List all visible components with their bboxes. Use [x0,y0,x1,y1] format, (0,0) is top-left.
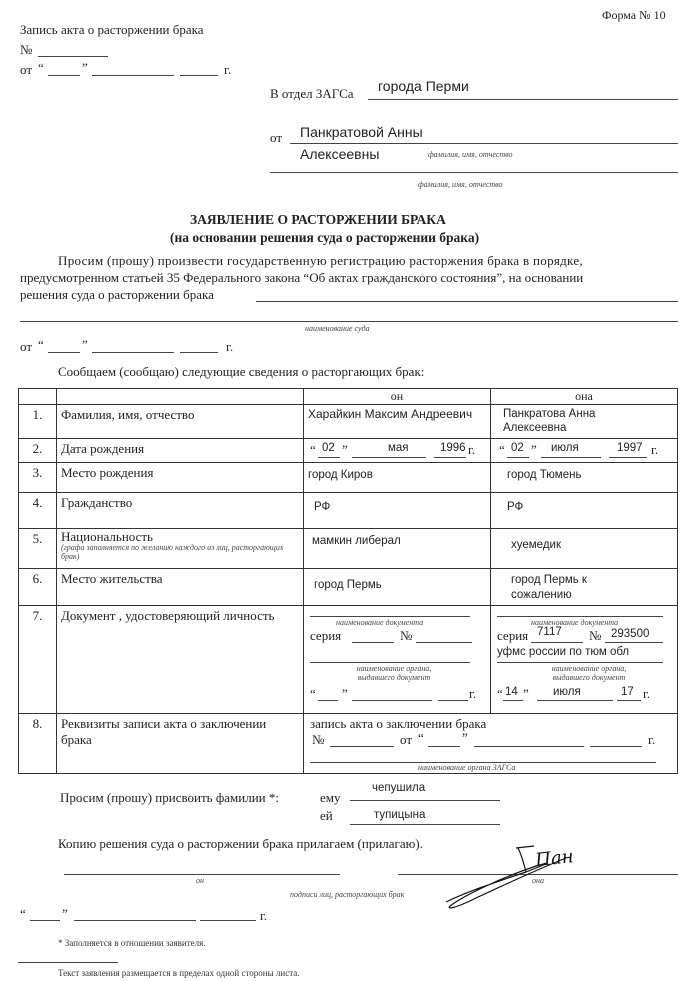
row5-num: 5. [19,529,57,569]
footer-quote-close: ” [62,906,68,921]
she-birth-day: 02 [511,442,524,454]
row5-cell [57,529,304,569]
row5-she: хуемедик [491,529,678,569]
row7-label: Документ , удостоверяющий личность [57,606,304,714]
row4-he: РФ [304,493,491,529]
court-month-line [92,352,174,353]
footnote: * Заполняется в отношении заявителя. [58,938,206,948]
col-she: она [491,389,678,405]
quote-open: “ [38,60,44,75]
to-office-label: В отдел ЗАГСа [270,86,354,101]
sheet-note: Текст заявления размещается в пределах одной стороны листа. [58,968,300,978]
record-number-line [38,56,108,57]
row3-num: 3. [19,463,57,493]
intro-text: Сообщаем (сообщаю) следующие сведения о расторгающих брак: [58,364,425,379]
doc-subtitle: (на основании решения суда о расторжении брака) [170,230,480,245]
col-he: он [304,389,491,405]
row1-she: Панкратова Анна Алексеевна [491,405,678,439]
row6-he: город Пермь [304,569,491,606]
body-line3: решения суда о расторжении брака [20,287,214,302]
he-birth-quote-close: ” [342,442,348,457]
footer-month-line [74,920,196,921]
he-issue-quote-open: “ [310,686,316,701]
marriage-number-label: № [312,732,325,747]
she-number-label: № [589,628,602,643]
row7-num: 7. [19,606,57,714]
row6-she: город Пермь к сожалению [491,569,678,606]
he-issue-year-suffix: г. [469,686,477,701]
surname-him-value: чепушила [372,782,426,794]
record-month-line [92,75,174,76]
court-day-line [48,352,80,353]
sign-he-line [64,874,340,875]
she-issue-quote-close: ” [523,686,529,701]
row5-note: (графа заполняется по желанию каждого из лиц, расторгающих брак) [61,543,284,561]
she-birth-month: июля [551,442,579,454]
marriage-caption: наименование органа ЗАГСа [418,763,516,772]
she-birth-year-suffix: г. [651,442,659,457]
marriage-quote-close: ” [462,730,468,745]
record-number-label: № [20,42,33,57]
he-doc-caption: наименование документа [336,618,424,627]
row3-she: город Тюмень [491,463,678,493]
office-line [368,99,678,100]
court-year-suffix: г. [226,339,234,354]
court-caption: наименование суда [305,324,370,333]
body-line1: Просим (прошу) произвести государственную регистрацию расторжения брака в порядке, [58,253,583,268]
she-issuer: уфмс россии по тюм обл [497,646,630,658]
record-year-line [180,75,218,76]
row6-label: Место жительства [57,569,304,606]
row2-he [304,439,491,463]
body-line2: предусмотренном статьей 35 Федерального закона “Об актах гражданского состояния”, на основании [20,270,584,285]
surname-him-label: ему [320,790,341,805]
row8-value [304,714,678,774]
footer-day-line [30,920,60,921]
row5-he: мамкин либерал [304,529,491,569]
row1-num: 1. [19,405,57,439]
she-issue-quote-open: “ [497,686,503,701]
applicant-caption2: фамилия, имя, отчество [418,180,503,189]
court-line1 [256,301,678,302]
row5-label: Национальность [61,529,153,544]
he-birth-year-suffix: г. [468,442,476,457]
row3-label: Место рождения [57,463,304,493]
she-birth-quote-close: ” [531,442,537,457]
surname-her-line [350,824,500,825]
from-label: от [270,130,283,145]
he-series-label: серия [310,628,342,643]
she-birth-quote-open: “ [499,442,505,457]
form-number: Форма № 10 [602,8,666,22]
footer-year-suffix: г. [260,908,268,923]
court-line2 [20,321,678,322]
office-name: города Перми [378,78,469,94]
she-series-label: серия [497,628,529,643]
signature-mark [436,836,616,912]
he-number-label: № [400,628,413,643]
he-birth-day: 02 [322,442,335,454]
court-year-line [180,352,218,353]
she-issue-year: 17 [621,686,634,698]
marriage-title: запись акта о заключении брака [310,716,487,731]
record-from-label: от [20,62,33,77]
sign-she-caption: она [532,876,544,885]
row1-he: Харайкин Максим Андреевич [304,405,491,439]
she-birth-year: 1997 [617,442,643,454]
row2-she [491,439,678,463]
row2-label: Дата рождения [57,439,304,463]
she-series: 7117 [537,626,562,638]
sign-caption: подписи лиц, расторгающих брак [290,890,405,899]
surname-him-line [350,800,500,801]
applicant-name-line2: Алексеевны [300,146,380,162]
row6-num: 6. [19,569,57,606]
signature-text: Пан [534,846,575,871]
record-year-suffix: г. [224,62,232,77]
record-day-line [48,75,80,76]
applicant-line2 [270,172,678,173]
surname-her-value: тупицына [374,809,426,821]
doc-title: ЗАЯВЛЕНИЕ О РАСТОРЖЕНИИ БРАКА [190,212,446,227]
applicant-name-line1: Панкратовой Анны [300,124,423,140]
he-issuer-caption: наименование органа, выдавшего документ [356,664,432,682]
row7-she [491,606,678,714]
marriage-quote-open: “ [418,730,424,745]
she-issue-day: 14 [505,686,518,698]
footer-quote-open: “ [20,906,26,921]
row2-num: 2. [19,439,57,463]
footer-year-line [200,920,256,921]
applicant-line1 [290,143,678,144]
row4-she: РФ [491,493,678,529]
he-birth-month: мая [388,442,409,454]
row1-label: Фамилия, имя, отчество [57,405,304,439]
footnote-rule [18,962,118,963]
he-issue-quote-close: ” [342,686,348,701]
record-title: Запись акта о расторжении брака [20,22,204,37]
attach-text: Копию решения суда о расторжении брака прилагаем (прилагаю). [58,836,423,851]
she-doc-caption: наименование документа [531,618,619,627]
sign-he-caption: он [196,876,204,885]
she-issue-year-suffix: г. [643,686,651,701]
court-quote-close: ” [82,337,88,352]
row4-label: Гражданство [57,493,304,529]
surnames-label: Просим (прошу) присвоить фамилии *: [60,790,279,805]
row8-label: Реквизиты записи акта о заключении брака [57,714,304,774]
she-issue-month: июля [553,686,581,698]
he-birth-year: 1996 [440,442,466,454]
court-date-from: от [20,339,33,354]
she-issuer-caption: наименование органа, выдавшего документ [551,664,627,682]
quote-close: ” [82,60,88,75]
surname-her-label: ей [320,808,333,823]
he-birth-quote-open: “ [310,442,316,457]
marriage-from-label: от [400,732,413,747]
she-number: 293500 [611,628,650,640]
row8-num: 8. [19,714,57,774]
applicant-caption1: фамилия, имя, отчество [428,150,513,159]
marriage-year-suffix: г. [648,732,656,747]
court-quote-open: “ [38,337,44,352]
row7-he [304,606,491,714]
row3-he: город Киров [304,463,491,493]
row4-num: 4. [19,493,57,529]
info-table [18,388,678,774]
